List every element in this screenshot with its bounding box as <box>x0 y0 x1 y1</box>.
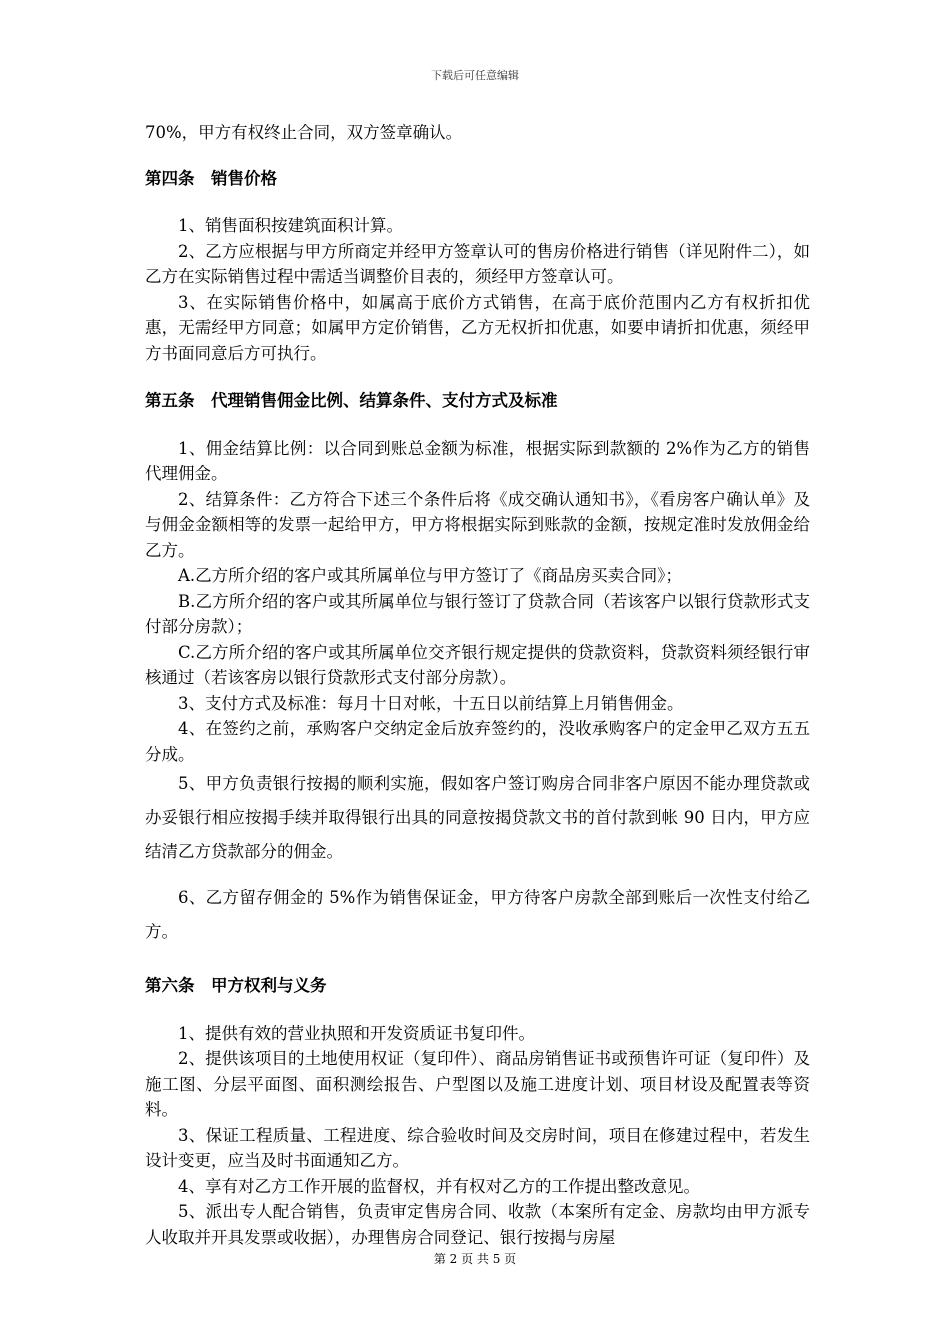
section-5-item-3: 3、支付方式及标准：每月十日对帐，十五日以前结算上月销售佣金。 <box>178 693 684 713</box>
section-4-item-1: 1、销售面积按建筑面积计算。 <box>178 216 403 235</box>
section-6-item-2: 2、提供该项目的土地使用权证（复印件）、商品房销售证书或预售许可证（复印件）及施工图、分层平面图、面积测绘报告、户型图以及施工进度计划、项目材设及配置表等资料。 <box>145 1049 810 1119</box>
section-6-item-5: 5、派出专人配合销售，负责审定售房合同、收款（本案所有定金、房款均由甲方派专人收取并开具发票或收据），办理售房合同登记、银行按揭与房屋 <box>145 1202 810 1247</box>
section-4-heading: 第四条 销售价格 <box>145 168 277 188</box>
section-5-condition-c: C.乙方所介绍的客户或其所属单位交齐银行规定提供的贷款资料，贷款资料须经银行审核通过（若该客房以银行贷款形式支付部分房款）。 <box>145 642 810 687</box>
section-5-item-4: 4、在签约之前，承购客户交纳定金后放弃签约的，没收承购客户的定金甲乙双方五五分成。 <box>145 719 810 764</box>
section-4-item-2: 2、乙方应根据与甲方所商定并经甲方签章认可的售房价格进行销售（详见附件二），如乙方在实际销售过程中需适当调整价目表的，须经甲方签章认可。 <box>145 241 810 286</box>
section-5-item-6: 6、乙方留存佣金的 5%作为销售保证金，甲方待客户房款全部到账后一次性支付给乙方。 <box>145 888 810 941</box>
document-body <box>145 120 810 1250</box>
page-header: 下载后可任意编辑 <box>431 69 519 82</box>
section-5-condition-b: B.乙方所介绍的客户或其所属单位与银行签订了贷款合同（若该客户以银行贷款形式支付部分房款）； <box>145 591 810 636</box>
section-5-item-2: 2、结算条件：乙方符合下述三个条件后将《成交确认通知书》，《看房客户确认单》及与佣金金额相等的发票一起给甲方，甲方将根据实际到账款的金额，按规定准时发放佣金给乙方。 <box>145 489 810 560</box>
section-4-item-3: 3、在实际销售价格中，如属高于底价方式销售，在高于底价范围内乙方有权折扣优惠，无需经甲方同意；如属甲方定价销售，乙方无权折扣优惠，如要申请折扣优惠，须经甲方书面同意后方可执行。 <box>145 292 810 363</box>
page-footer: 第 2 页 共 5 页 <box>433 1252 517 1266</box>
section-5-item-5: 5、甲方负责银行按揭的顺利实施，假如客户签订购房合同非客户原因不能办理贷款或办妥银行相应按揭手续并取得银行出具的同意按揭贷款文书的首付款到帐 90 日内，甲方应结清乙方贷款部分的佣金。 <box>145 774 810 861</box>
section-6-item-4: 4、享有对乙方工作开展的监督权，并有权对乙方的工作提出整改意见。 <box>178 1176 700 1196</box>
intro-paragraph: 70%，甲方有权终止合同，双方签章确认。 <box>145 123 463 142</box>
section-6-heading: 第六条 甲方权利与义务 <box>145 976 327 995</box>
section-5-condition-a: A.乙方所介绍的客户或其所属单位与甲方签订了《商品房买卖合同》； <box>178 566 682 585</box>
section-6-item-1: 1、提供有效的营业执照和开发资质证书复印件。 <box>178 1023 535 1043</box>
section-6-item-3: 3、保证工程质量、工程进度、综合验收时间及交房时间，项目在修建过程中，若发生设计变更，应当及时书面通知乙方。 <box>145 1125 810 1170</box>
section-5-heading: 第五条 代理销售佣金比例、结算条件、支付方式及标准 <box>145 391 558 410</box>
section-5-item-1: 1、佣金结算比例：以合同到账总金额为标准，根据实际到款额的 2%作为乙方的销售代理佣金。 <box>145 438 810 483</box>
